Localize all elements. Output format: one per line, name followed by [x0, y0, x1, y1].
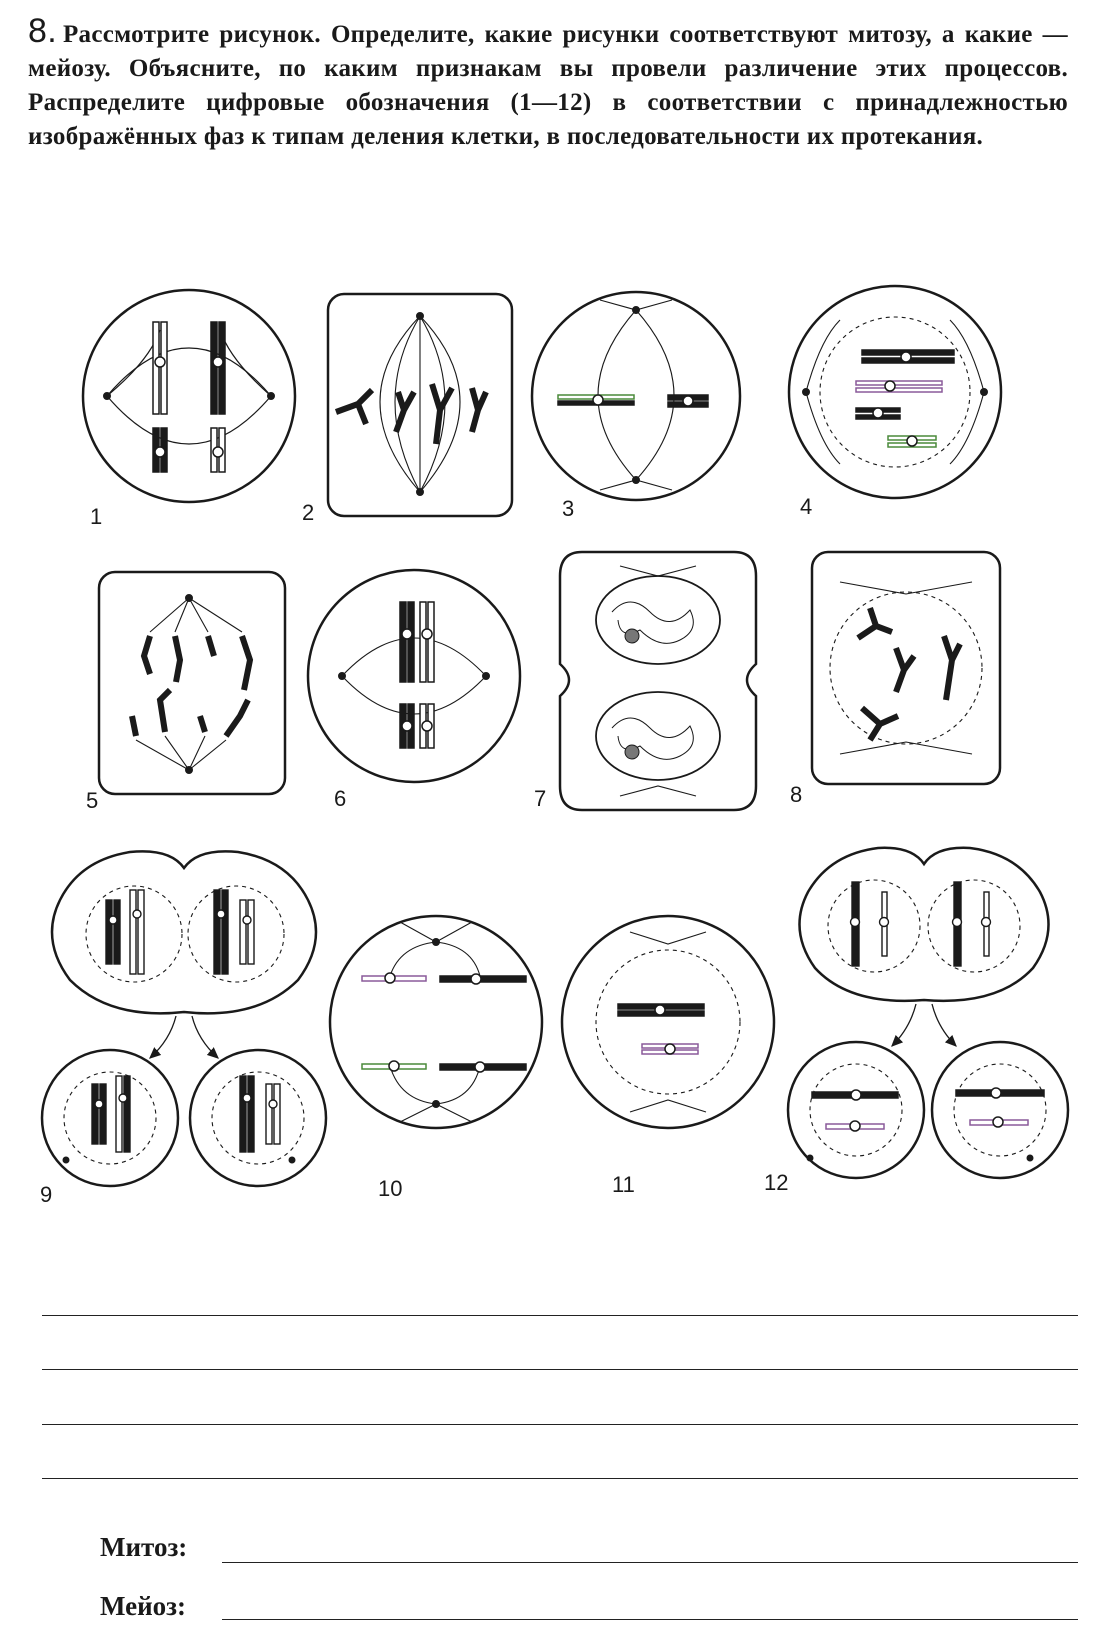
figure-label-1: 1: [90, 504, 103, 529]
cell-5: [99, 572, 285, 794]
cell-8: [812, 552, 1000, 784]
answer-line-1[interactable]: [42, 1315, 1078, 1316]
cell-7: [560, 552, 756, 810]
figure-label-12: 12: [764, 1170, 789, 1195]
task-number: 8.: [28, 12, 57, 50]
meiosis-answer-line[interactable]: [222, 1619, 1078, 1620]
cell-9: [42, 851, 326, 1186]
figure-label-11: 11: [612, 1172, 635, 1197]
task-body: Рассмотрите рисунок. Определите, какие рисунки соответствуют митозу, а какие — мейозу. Объясните, по каким признакам вы провели различение этих процессов. Распределите цифровые обозначения (1—12) в соответствии с принадлежностью изображённых фаз к типам деления клетки, в последовательности их протекания.: [28, 21, 1068, 150]
cell-6: [308, 570, 520, 782]
answer-line-4[interactable]: [42, 1478, 1078, 1479]
cell-4: [789, 286, 1001, 498]
cell-2: [328, 294, 512, 516]
answer-line-2[interactable]: [42, 1369, 1078, 1370]
figure-label-9: 9: [40, 1182, 53, 1207]
cell-12: [788, 848, 1068, 1178]
figure-label-7: 7: [534, 786, 547, 811]
cell-10: [330, 916, 542, 1128]
mitosis-answer-line[interactable]: [222, 1562, 1078, 1563]
figure-label-10: 10: [378, 1176, 403, 1201]
cell-11: [562, 916, 774, 1128]
cell-1: [83, 290, 295, 502]
figure-label-8: 8: [790, 782, 803, 807]
figure-label-6: 6: [334, 786, 347, 811]
figure-label-2: 2: [302, 500, 315, 525]
figure-label-4: 4: [800, 494, 813, 519]
figure-label-3: 3: [562, 496, 575, 521]
meiosis-label: Мейоз:: [100, 1591, 187, 1621]
answer-line-3[interactable]: [42, 1424, 1078, 1425]
figure-label-5: 5: [86, 788, 99, 813]
mitosis-label: Митоз:: [100, 1532, 188, 1562]
cell-3: [532, 292, 740, 500]
